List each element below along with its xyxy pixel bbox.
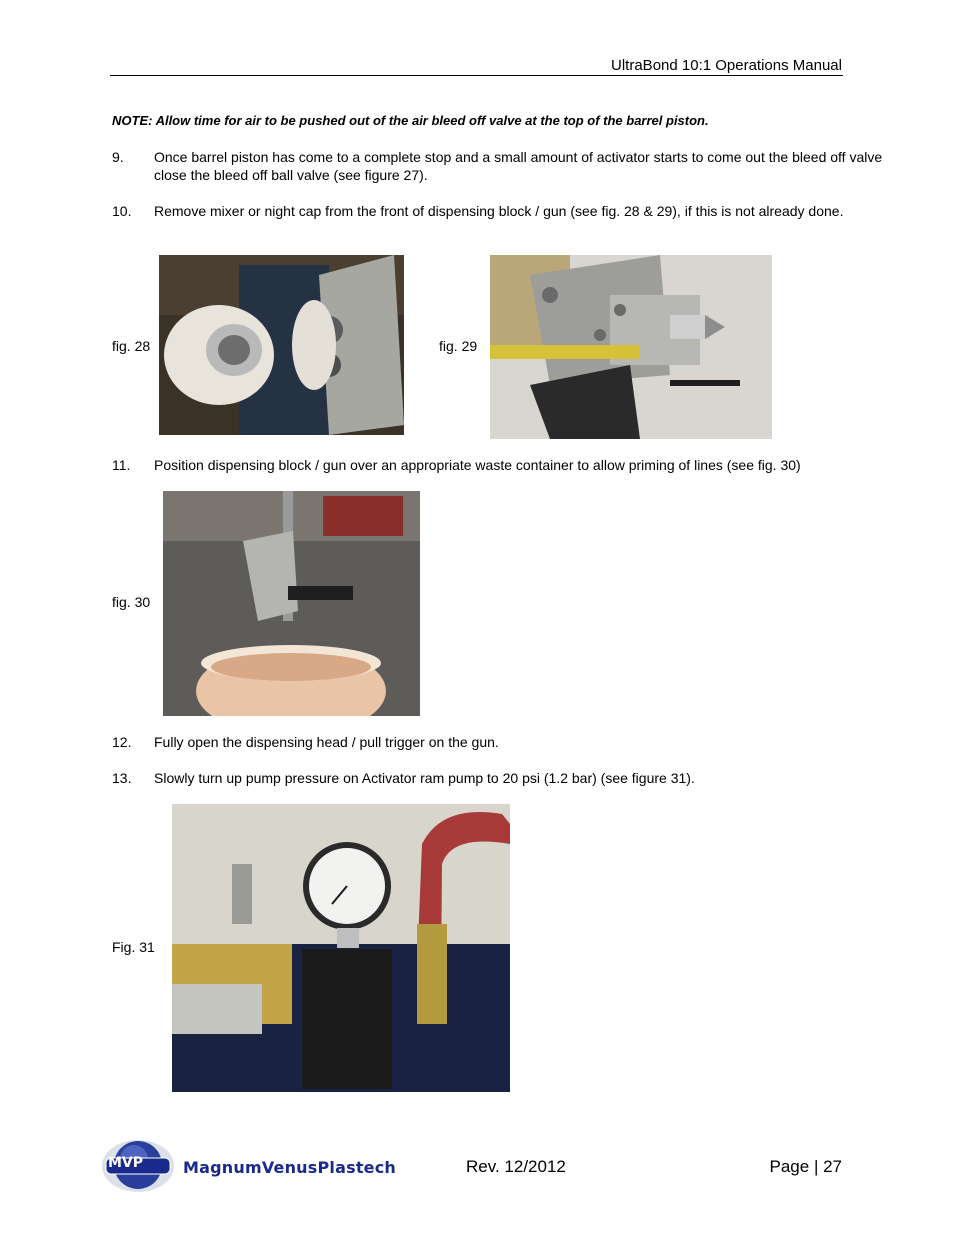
fig-30-photo [163,491,420,716]
step-12 [112,733,892,751]
fig-28-label: fig. 28 [112,338,151,354]
step-text: Position dispensing block / gun over an appropriate waste container to allow priming of lines (see fig. 30) [154,457,801,473]
step-text: Remove mixer or night cap from the front of dispensing block / gun (see fig. 28 & 29), if this is not already done. [154,203,844,219]
step-10 [112,202,892,220]
fig-31-label: Fig. 31 [112,939,155,955]
step-number: 9. [112,149,124,165]
fig-30-label: fig. 30 [112,594,151,610]
step-text: Slowly turn up pump pressure on Activator ram pump to 20 psi (1.2 bar) (see figure 31). [154,770,695,786]
step-text: Once barrel piston has come to a complete stop and a small amount of activator starts to come out the bleed off valve close the bleed off ball valve (see figure 27). [154,149,883,183]
step-number: 10. [112,203,132,219]
document-header-title: UltraBond 10:1 Operations Manual [611,57,842,74]
logo-mark: MVP [108,1155,144,1171]
step-11 [112,456,902,474]
logo-wordmark: MagnumVenusPlastech [183,1158,396,1177]
step-number: 13. [112,770,132,786]
fig-29-label: fig. 29 [439,338,478,354]
step-text: Fully open the dispensing head / pull trigger on the gun. [154,734,499,750]
fig-28-photo [159,255,404,435]
step-number: 11. [112,457,131,473]
note-text: NOTE: Allow time for air to be pushed out of the air bleed off valve at the top of the barrel piston. [112,113,709,128]
page-number: Page | 27 [769,1157,842,1176]
header-rule [110,75,843,76]
step-13 [112,769,892,787]
revision-date: Rev. 12/2012 [466,1157,566,1176]
fig-29-photo [490,255,772,439]
step-9 [112,148,892,184]
step-number: 12. [112,734,132,750]
fig-31-photo [172,804,510,1092]
